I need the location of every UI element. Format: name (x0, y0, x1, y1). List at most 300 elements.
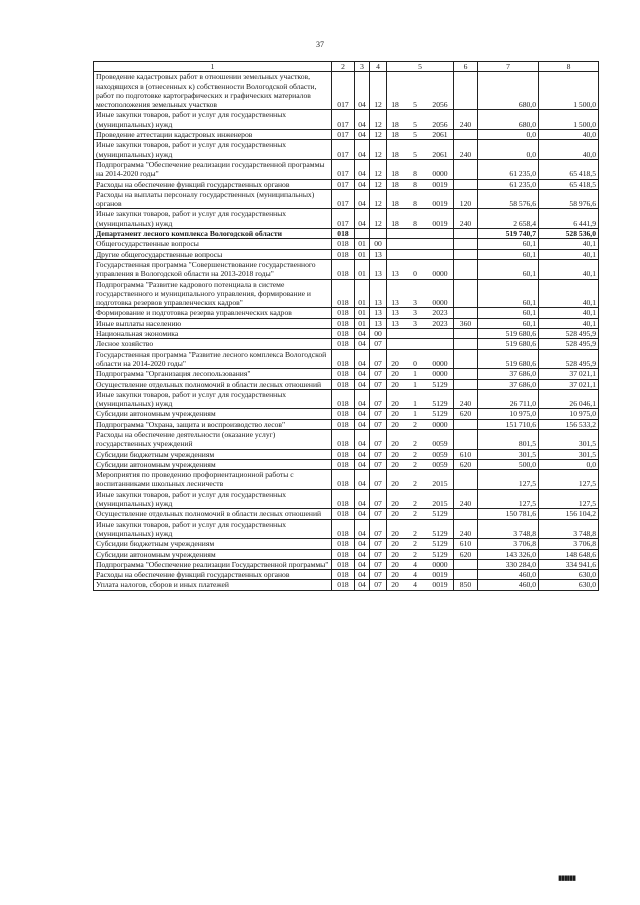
direction-code: 0000 (432, 358, 448, 368)
table-row (94, 209, 599, 229)
section-code-cell: 04 (355, 409, 370, 419)
ministry-code-cell: 018 (332, 539, 355, 549)
section-code-cell: 04 (355, 349, 370, 369)
program-code: 18 (391, 149, 399, 159)
expense-type-cell (454, 470, 478, 490)
expense-type-cell (454, 559, 478, 569)
amount-year1-cell: 60,1 (478, 279, 539, 308)
expense-type-cell (454, 379, 478, 389)
direction-code: 0000 (432, 269, 448, 279)
expense-type-cell (454, 279, 478, 308)
program-code: 20 (391, 580, 399, 590)
section-code-cell: 04 (355, 339, 370, 349)
expense-type-cell (454, 419, 478, 429)
program-code: 13 (391, 298, 399, 308)
expense-type-cell: 850 (454, 580, 478, 590)
amount-year2-cell: 26 046,1 (539, 389, 599, 409)
target-article-cell (387, 349, 454, 369)
ministry-code-cell: 018 (332, 389, 355, 409)
expense-type-cell (454, 72, 478, 110)
table-body (94, 72, 599, 590)
direction-code: 5129 (432, 399, 448, 409)
expense-type-cell (454, 308, 478, 318)
header-cell: 2 (332, 62, 355, 72)
row-name-cell: Иные закупки товаров, работ и услуг для государственных (муниципальных) нужд (94, 110, 332, 130)
table-row (94, 369, 599, 379)
subsection-code-cell: 12 (370, 179, 387, 189)
expense-type-cell: 240 (454, 140, 478, 160)
target-article-cell (387, 389, 454, 409)
subprogram-code: 0 (413, 358, 417, 368)
ministry-code-cell: 018 (332, 318, 355, 328)
ministry-code-cell: 018 (332, 249, 355, 259)
amount-year1-cell: 143 326,0 (478, 549, 539, 559)
direction-code: 2015 (432, 499, 448, 509)
section-code-cell: 04 (355, 189, 370, 209)
amount-year2-cell: 127,5 (539, 470, 599, 490)
direction-code: 5129 (432, 549, 448, 559)
program-code: 20 (391, 570, 399, 580)
section-code-cell: 04 (355, 110, 370, 130)
ministry-code-cell: 018 (332, 349, 355, 369)
target-article-cell (387, 72, 454, 110)
amount-year1-cell: 500,0 (478, 459, 539, 469)
expense-type-cell: 360 (454, 318, 478, 328)
subsection-code-cell: 13 (370, 318, 387, 328)
expense-type-cell (454, 349, 478, 369)
header-cell: 4 (370, 62, 387, 72)
subprogram-code: 4 (413, 559, 417, 569)
ministry-code-cell: 017 (332, 130, 355, 140)
target-article-cell (387, 470, 454, 490)
table-row (94, 429, 599, 449)
amount-year1-cell: 460,0 (478, 570, 539, 580)
row-name-cell: Иные закупки товаров, работ и услуг для государственных (муниципальных) нужд (94, 489, 332, 509)
subsection-code-cell: 12 (370, 72, 387, 110)
target-article-cell (387, 459, 454, 469)
subsection-code-cell: 07 (370, 429, 387, 449)
subprogram-code: 2 (413, 528, 417, 538)
amount-year2-cell: 1 500,0 (539, 72, 599, 110)
direction-code: 2023 (432, 308, 448, 318)
table-row (94, 259, 599, 279)
section-code-cell: 04 (355, 519, 370, 539)
header-cell: 5 (387, 62, 454, 72)
table-row (94, 189, 599, 209)
ministry-code-cell: 017 (332, 159, 355, 179)
ministry-code-cell: 018 (332, 279, 355, 308)
target-article-cell (387, 559, 454, 569)
section-code-cell: 04 (355, 379, 370, 389)
subprogram-code: 2 (413, 439, 417, 449)
program-code: 18 (391, 169, 399, 179)
subsection-code-cell: 07 (370, 409, 387, 419)
row-name-cell: Иные закупки товаров, работ и услуг для государственных (муниципальных) нужд (94, 209, 332, 229)
subsection-code-cell: 13 (370, 259, 387, 279)
direction-code: 0059 (432, 459, 448, 469)
ministry-code-cell: 018 (332, 239, 355, 249)
amount-year2-cell: 3 748,8 (539, 519, 599, 539)
table-row (94, 409, 599, 419)
subsection-code-cell: 07 (370, 419, 387, 429)
section-code-cell: 04 (355, 159, 370, 179)
ministry-code-cell: 018 (332, 259, 355, 279)
expense-type-cell (454, 509, 478, 519)
program-code: 20 (391, 459, 399, 469)
expense-type-cell (454, 229, 478, 239)
subsection-code-cell: 00 (370, 329, 387, 339)
amount-year1-cell: 2 658,4 (478, 209, 539, 229)
section-code-cell: 04 (355, 209, 370, 229)
amount-year1-cell: 60,1 (478, 239, 539, 249)
amount-year1-cell: 3 706,8 (478, 539, 539, 549)
expense-type-cell (454, 259, 478, 279)
row-name-cell: Уплата налогов, сборов и иных платежей (94, 580, 332, 590)
subsection-code-cell: 07 (370, 379, 387, 389)
subsection-code-cell: 13 (370, 279, 387, 308)
direction-code: 5129 (432, 528, 448, 538)
section-code-cell: 01 (355, 318, 370, 328)
target-article-cell (387, 449, 454, 459)
row-name-cell: Департамент лесного комплекса Вологодской области (94, 229, 332, 239)
ministry-code-cell: 018 (332, 580, 355, 590)
amount-year2-cell: 630,0 (539, 580, 599, 590)
ministry-code-cell: 018 (332, 470, 355, 490)
subsection-code-cell: 07 (370, 389, 387, 409)
amount-year1-cell: 10 975,0 (478, 409, 539, 419)
target-article-cell (387, 209, 454, 229)
row-name-cell: Расходы на обеспечение деятельности (оказание услуг) государственных учреждений (94, 429, 332, 449)
target-article-cell (387, 110, 454, 130)
row-name-cell: Расходы на обеспечение функций государственных органов (94, 570, 332, 580)
amount-year2-cell: 40,1 (539, 249, 599, 259)
header-cell: 3 (355, 62, 370, 72)
table-row (94, 179, 599, 189)
amount-year1-cell: 460,0 (478, 580, 539, 590)
table-row (94, 379, 599, 389)
amount-year2-cell: 40,1 (539, 318, 599, 328)
ministry-code-cell: 018 (332, 229, 355, 239)
target-article-cell (387, 419, 454, 429)
amount-year1-cell: 0,0 (478, 130, 539, 140)
amount-year2-cell: 334 941,6 (539, 559, 599, 569)
ministry-code-cell: 018 (332, 509, 355, 519)
target-article-cell (387, 159, 454, 179)
subprogram-code: 1 (413, 409, 417, 419)
section-code-cell: 04 (355, 419, 370, 429)
ministry-code-cell: 018 (332, 549, 355, 559)
subprogram-code: 8 (413, 169, 417, 179)
subsection-code-cell: 13 (370, 249, 387, 259)
amount-year2-cell: 301,5 (539, 429, 599, 449)
row-name-cell: Расходы на обеспечение функций государственных органов (94, 179, 332, 189)
program-code: 20 (391, 358, 399, 368)
program-code: 13 (391, 308, 399, 318)
program-code: 13 (391, 269, 399, 279)
subprogram-code: 1 (413, 399, 417, 409)
table-row (94, 489, 599, 509)
ministry-code-cell: 017 (332, 209, 355, 229)
table-row (94, 130, 599, 140)
direction-code: 0000 (432, 369, 448, 379)
program-code: 20 (391, 559, 399, 569)
program-code: 20 (391, 549, 399, 559)
program-code: 20 (391, 439, 399, 449)
subprogram-code: 5 (413, 130, 417, 140)
row-name-cell: Расходы на выплаты персоналу государственных (муниципальных) органов (94, 189, 332, 209)
row-name-cell: Иные выплаты населению (94, 318, 332, 328)
program-code: 20 (391, 449, 399, 459)
direction-code: 5129 (432, 379, 448, 389)
expense-type-cell (454, 249, 478, 259)
amount-year1-cell: 3 748,8 (478, 519, 539, 539)
row-name-cell: Иные закупки товаров, работ и услуг для государственных (муниципальных) нужд (94, 389, 332, 409)
program-code: 20 (391, 419, 399, 429)
direction-code: 0019 (432, 218, 448, 228)
amount-year2-cell: 37 021,1 (539, 379, 599, 389)
subsection-code-cell: 00 (370, 239, 387, 249)
target-article-cell (387, 509, 454, 519)
amount-year1-cell: 150 781,6 (478, 509, 539, 519)
program-code: 20 (391, 509, 399, 519)
row-name-cell: Другие общегосударственные вопросы (94, 249, 332, 259)
amount-year1-cell: 519 680,6 (478, 349, 539, 369)
subsection-code-cell: 07 (370, 449, 387, 459)
ministry-code-cell: 017 (332, 189, 355, 209)
table-row (94, 539, 599, 549)
amount-year2-cell: 6 441,9 (539, 209, 599, 229)
amount-year1-cell: 61 235,0 (478, 179, 539, 189)
subprogram-code: 2 (413, 479, 417, 489)
target-article-cell (387, 279, 454, 308)
subsection-code-cell: 12 (370, 189, 387, 209)
subsection-code-cell: 07 (370, 470, 387, 490)
direction-code: 0000 (432, 419, 448, 429)
row-name-cell: Осуществление отдельных полномочий в области лесных отношений (94, 379, 332, 389)
program-code: 20 (391, 499, 399, 509)
table-row (94, 449, 599, 459)
subsection-code-cell: 07 (370, 489, 387, 509)
table-row (94, 279, 599, 308)
subprogram-code: 2 (413, 449, 417, 459)
amount-year1-cell: 519 740,7 (478, 229, 539, 239)
row-name-cell: Субсидии бюджетным учреждениям (94, 539, 332, 549)
page-number: 37 (316, 40, 324, 49)
ministry-code-cell: 017 (332, 179, 355, 189)
section-code-cell: 01 (355, 259, 370, 279)
section-code-cell: 04 (355, 549, 370, 559)
target-article-cell (387, 519, 454, 539)
amount-year1-cell: 519 680,6 (478, 329, 539, 339)
row-name-cell: Проведение аттестации кадастровых инженеров (94, 130, 332, 140)
section-code-cell: 04 (355, 509, 370, 519)
ministry-code-cell: 018 (332, 570, 355, 580)
program-code: 20 (391, 369, 399, 379)
section-code-cell: 04 (355, 72, 370, 110)
section-code-cell: 01 (355, 249, 370, 259)
program-code: 18 (391, 199, 399, 209)
section-code-cell (355, 229, 370, 239)
target-article-cell (387, 140, 454, 160)
table-row (94, 519, 599, 539)
table-row (94, 570, 599, 580)
amount-year2-cell: 148 648,6 (539, 549, 599, 559)
expense-type-cell (454, 369, 478, 379)
expense-type-cell (454, 329, 478, 339)
budget-table (93, 61, 599, 591)
ministry-code-cell: 017 (332, 72, 355, 110)
subsection-code-cell: 07 (370, 570, 387, 580)
footer-scan-mark: ▮▮▮▮▮▮ (558, 874, 576, 882)
subsection-code-cell: 07 (370, 559, 387, 569)
direction-code: 2061 (432, 130, 448, 140)
table-row (94, 72, 599, 110)
expense-type-cell: 610 (454, 539, 478, 549)
direction-code: 2061 (432, 149, 448, 159)
ministry-code-cell: 018 (332, 369, 355, 379)
subsection-code-cell: 12 (370, 209, 387, 229)
table-row (94, 389, 599, 409)
subprogram-code: 5 (413, 119, 417, 129)
row-name-cell: Лесное хозяйство (94, 339, 332, 349)
row-name-cell: Государственная программа "Развитие лесного комплекса Вологодской области на 2014-2020 годы" (94, 349, 332, 369)
header-cell: 1 (94, 62, 332, 72)
table-row (94, 549, 599, 559)
amount-year2-cell: 127,5 (539, 489, 599, 509)
direction-code: 0059 (432, 439, 448, 449)
subprogram-code: 8 (413, 179, 417, 189)
subprogram-code: 1 (413, 369, 417, 379)
amount-year2-cell: 40,1 (539, 239, 599, 249)
ministry-code-cell: 018 (332, 329, 355, 339)
row-name-cell: Формирование и подготовка резерва управленческих кадров (94, 308, 332, 318)
subprogram-code: 2 (413, 499, 417, 509)
expense-type-cell (454, 130, 478, 140)
row-name-cell: Проведение кадастровых работ в отношении земельных участков, находящихся в (отнесенных к) собственности Вологодской области, работ по подготовке картографических и графических материалов местоположения земельных участков (94, 72, 332, 110)
amount-year1-cell: 37 686,0 (478, 379, 539, 389)
table-row (94, 470, 599, 490)
amount-year1-cell: 60,1 (478, 318, 539, 328)
row-name-cell: Подпрограмма "Обеспечение реализации государственной программы на 2014-2020 годы" (94, 159, 332, 179)
row-name-cell: Осуществление отдельных полномочий в области лесных отношений (94, 509, 332, 519)
program-code: 18 (391, 218, 399, 228)
subsection-code-cell: 07 (370, 369, 387, 379)
program-code: 20 (391, 379, 399, 389)
program-code: 18 (391, 179, 399, 189)
direction-code: 0059 (432, 449, 448, 459)
amount-year2-cell: 156 104,2 (539, 509, 599, 519)
table-row (94, 559, 599, 569)
program-code: 20 (391, 528, 399, 538)
subsection-code-cell: 07 (370, 539, 387, 549)
ministry-code-cell: 018 (332, 308, 355, 318)
row-name-cell: Субсидии автономным учреждениям (94, 409, 332, 419)
amount-year2-cell: 528 495,9 (539, 339, 599, 349)
amount-year2-cell: 65 418,5 (539, 179, 599, 189)
ministry-code-cell: 017 (332, 110, 355, 130)
row-name-cell: Общегосударственные вопросы (94, 239, 332, 249)
amount-year2-cell: 40,1 (539, 279, 599, 308)
direction-code: 0000 (432, 559, 448, 569)
amount-year2-cell: 528 495,9 (539, 349, 599, 369)
subprogram-code: 3 (413, 318, 417, 328)
direction-code: 5129 (432, 409, 448, 419)
section-code-cell: 01 (355, 239, 370, 249)
amount-year1-cell: 60,1 (478, 308, 539, 318)
expense-type-cell: 620 (454, 409, 478, 419)
subsection-code-cell: 13 (370, 308, 387, 318)
target-article-cell (387, 409, 454, 419)
table-row (94, 308, 599, 318)
target-article-cell (387, 570, 454, 580)
header-row (94, 62, 599, 72)
table-row (94, 229, 599, 239)
amount-year2-cell: 156 533,2 (539, 419, 599, 429)
section-code-cell: 04 (355, 580, 370, 590)
amount-year1-cell: 61 235,0 (478, 159, 539, 179)
section-code-cell: 04 (355, 140, 370, 160)
direction-code: 0019 (432, 199, 448, 209)
expense-type-cell (454, 429, 478, 449)
section-code-cell: 04 (355, 179, 370, 189)
subprogram-code: 4 (413, 570, 417, 580)
row-name-cell: Иные закупки товаров, работ и услуг для государственных (муниципальных) нужд (94, 519, 332, 539)
row-name-cell: Подпрограмма "Организация лесопользования" (94, 369, 332, 379)
amount-year1-cell: 680,0 (478, 110, 539, 130)
direction-code: 0019 (432, 570, 448, 580)
subprogram-code: 0 (413, 269, 417, 279)
program-code: 18 (391, 130, 399, 140)
table-row (94, 110, 599, 130)
direction-code: 2015 (432, 479, 448, 489)
amount-year1-cell: 330 284,0 (478, 559, 539, 569)
target-article-cell (387, 179, 454, 189)
table-row (94, 140, 599, 160)
program-code: 18 (391, 119, 399, 129)
amount-year2-cell: 40,1 (539, 259, 599, 279)
subprogram-code: 3 (413, 308, 417, 318)
amount-year2-cell: 40,1 (539, 308, 599, 318)
row-name-cell: Субсидии автономным учреждениям (94, 459, 332, 469)
table-row (94, 318, 599, 328)
amount-year2-cell: 1 500,0 (539, 110, 599, 130)
amount-year2-cell: 0,0 (539, 459, 599, 469)
target-article-cell (387, 489, 454, 509)
target-article-cell (387, 339, 454, 349)
amount-year2-cell: 630,0 (539, 570, 599, 580)
section-code-cell: 04 (355, 389, 370, 409)
direction-code: 2056 (432, 100, 448, 110)
row-name-cell: Иные закупки товаров, работ и услуг для государственных (муниципальных) нужд (94, 140, 332, 160)
expense-type-cell: 240 (454, 519, 478, 539)
expense-type-cell: 620 (454, 549, 478, 559)
subprogram-code: 8 (413, 218, 417, 228)
section-code-cell: 04 (355, 570, 370, 580)
subsection-code-cell: 12 (370, 110, 387, 130)
amount-year1-cell: 801,5 (478, 429, 539, 449)
direction-code: 0019 (432, 580, 448, 590)
amount-year1-cell: 26 711,0 (478, 389, 539, 409)
expense-type-cell (454, 179, 478, 189)
table-row (94, 339, 599, 349)
subsection-code-cell: 07 (370, 459, 387, 469)
amount-year1-cell: 58 576,6 (478, 189, 539, 209)
subprogram-code: 5 (413, 100, 417, 110)
row-name-cell: Субсидии бюджетным учреждениям (94, 449, 332, 459)
target-article-cell (387, 229, 454, 239)
table-row (94, 349, 599, 369)
amount-year2-cell: 3 706,8 (539, 539, 599, 549)
